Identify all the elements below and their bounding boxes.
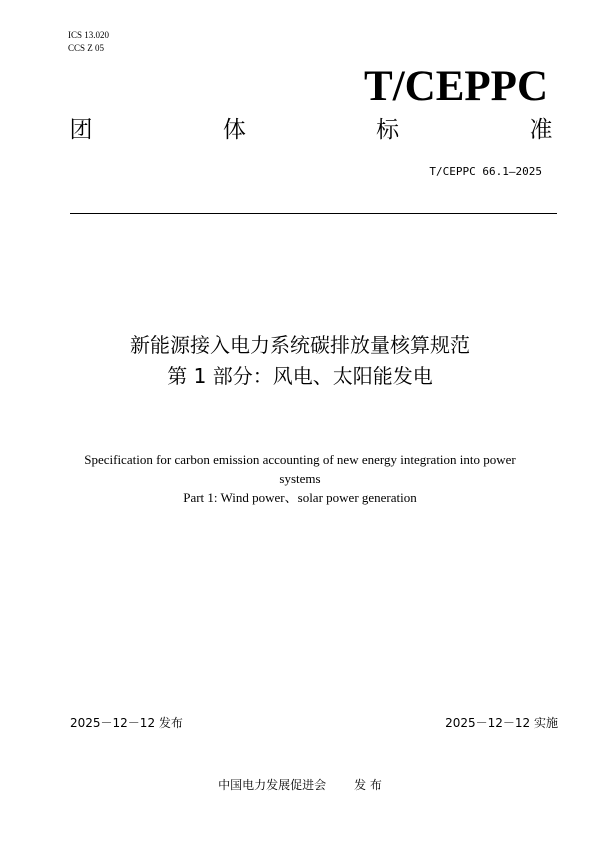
english-title-line3: Part 1: Wind power、solar power generation — [183, 490, 417, 505]
standard-type-char: 体 — [222, 117, 246, 143]
issue-label: 发 布 — [354, 778, 382, 792]
english-title-line1: Specification for carbon emission accounting of new energy integration into power — [84, 452, 516, 467]
ics-code: ICS 13.020 — [68, 30, 110, 40]
header-divider — [70, 213, 557, 214]
issuer-name: 中国电力发展促进会 — [218, 778, 327, 792]
release-date: 2025－12－12 发布 — [70, 716, 183, 730]
standard-number: T/CEPPC 66.1—2025 — [429, 165, 542, 178]
standard-type-heading — [66, 115, 556, 145]
issuer-line — [0, 776, 600, 793]
standard-type-char: 团 — [69, 117, 93, 143]
english-title-line2: systems — [279, 471, 321, 486]
organization-logo-text: T/CEPPC — [364, 63, 548, 110]
chinese-title-line1: 新能源接入电力系统碳排放量核算规范 — [130, 333, 470, 357]
english-title — [40, 450, 560, 507]
chinese-title-line2: 第 1 部分：风电、太阳能发电 — [167, 364, 433, 388]
standard-type-char: 准 — [529, 117, 553, 143]
implementation-date: 2025－12－12 实施 — [445, 716, 558, 730]
standard-type-char: 标 — [376, 117, 400, 143]
classification-codes — [68, 29, 109, 55]
ccs-code: CCS Z 05 — [68, 43, 105, 53]
chinese-title — [40, 330, 560, 392]
